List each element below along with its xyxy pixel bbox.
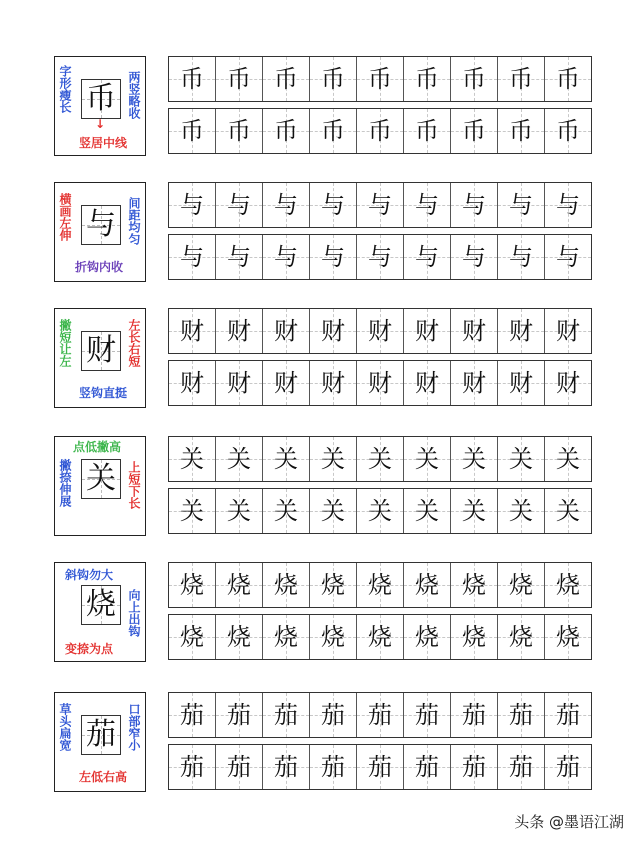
- grid-cell: 币: [451, 109, 498, 153]
- grid-cell: 关: [216, 437, 263, 481]
- grid-cell: 关: [498, 489, 545, 533]
- practice-row: [168, 488, 592, 534]
- note-bottom: 竖钩直挺: [79, 386, 128, 400]
- grid-cell: 茄: [404, 693, 451, 737]
- grid-cell: 烧: [451, 615, 498, 659]
- grid-cell: 财: [545, 309, 591, 353]
- grid-cell: 财: [451, 361, 498, 405]
- grid-cell: 关: [169, 437, 216, 481]
- grid-cell: 茄: [545, 745, 591, 789]
- grid-cell: 关: [169, 489, 216, 533]
- grid-cell: 茄: [498, 693, 545, 737]
- grid-cell: 币: [451, 57, 498, 101]
- grid-cell: 关: [216, 489, 263, 533]
- grid-cell: 茄: [451, 693, 498, 737]
- grid-cell: 与: [451, 235, 498, 279]
- grid-cell: 财: [216, 361, 263, 405]
- note-left: 横画左伸: [58, 193, 72, 241]
- grid-cell: 与: [404, 235, 451, 279]
- grid-cell: 关: [357, 489, 404, 533]
- grid-cell: 关: [404, 437, 451, 481]
- model-character: 烧: [86, 587, 116, 622]
- grid-cell: 财: [498, 309, 545, 353]
- grid-cell: 与: [498, 235, 545, 279]
- model-character: 财: [86, 333, 116, 368]
- grid-cell: 关: [357, 437, 404, 481]
- grid-cell: 财: [169, 361, 216, 405]
- grid-cell: 关: [263, 489, 310, 533]
- annotation-card: [54, 692, 146, 792]
- grid-cell: 币: [216, 57, 263, 101]
- practice-row: [168, 744, 592, 790]
- grid-cell: 茄: [545, 693, 591, 737]
- practice-row: [168, 182, 592, 228]
- grid-cell: 烧: [310, 615, 357, 659]
- watermark-text: 头条 @墨语江湖: [514, 813, 624, 831]
- practice-block-2: [0, 182, 640, 288]
- practice-row: [168, 56, 592, 102]
- grid-cell: 茄: [357, 745, 404, 789]
- grid-cell: 与: [263, 183, 310, 227]
- grid-cell: 烧: [357, 563, 404, 607]
- note-right: 向上出钩: [127, 589, 141, 637]
- practice-row: [168, 360, 592, 406]
- grid-cell: 烧: [545, 615, 591, 659]
- practice-row: [168, 692, 592, 738]
- grid-cell: 财: [404, 361, 451, 405]
- grid-cell: 与: [357, 235, 404, 279]
- practice-row: [168, 614, 592, 660]
- grid-cell: 币: [404, 109, 451, 153]
- grid-cell: 茄: [357, 693, 404, 737]
- annotation-card: [54, 436, 146, 536]
- arrow-icon: ↓: [95, 117, 106, 131]
- grid-cell: 关: [263, 437, 310, 481]
- grid-cell: 茄: [498, 745, 545, 789]
- grid-cell: 币: [310, 57, 357, 101]
- grid-cell: 币: [263, 109, 310, 153]
- note-right: 间距均匀: [127, 197, 141, 245]
- grid-cell: 财: [216, 309, 263, 353]
- grid-cell: 茄: [216, 745, 263, 789]
- note-bottom: 竖居中线: [79, 136, 128, 150]
- grid-cell: 茄: [263, 745, 310, 789]
- grid-cell: 与: [216, 183, 263, 227]
- grid-cell: 茄: [404, 745, 451, 789]
- model-character: 与: [86, 207, 116, 242]
- grid-cell: 烧: [404, 615, 451, 659]
- grid-cell: 关: [545, 489, 591, 533]
- grid-cell: 财: [545, 361, 591, 405]
- grid-cell: 关: [451, 437, 498, 481]
- grid-cell: 烧: [357, 615, 404, 659]
- practice-row: [168, 436, 592, 482]
- grid-cell: 烧: [216, 563, 263, 607]
- grid-cell: 币: [498, 57, 545, 101]
- grid-cell: 币: [498, 109, 545, 153]
- grid-cell: 关: [498, 437, 545, 481]
- practice-row: [168, 234, 592, 280]
- note-right: 两竖略收: [127, 71, 141, 119]
- annotation-card: [54, 562, 146, 662]
- grid-cell: 烧: [451, 563, 498, 607]
- grid-cell: 茄: [310, 693, 357, 737]
- practice-block-6: [0, 692, 640, 798]
- grid-cell: 烧: [263, 563, 310, 607]
- grid-cell: 关: [404, 489, 451, 533]
- grid-cell: 币: [310, 109, 357, 153]
- note-bottom: 左低右高: [79, 770, 128, 784]
- grid-cell: 关: [310, 489, 357, 533]
- grid-cell: 与: [263, 235, 310, 279]
- note-top: 斜钩勿大: [65, 568, 114, 582]
- grid-cell: 与: [216, 235, 263, 279]
- grid-cell: 与: [310, 235, 357, 279]
- grid-cell: 财: [498, 361, 545, 405]
- note-left: 草头扁宽: [58, 703, 72, 751]
- grid-cell: 烧: [216, 615, 263, 659]
- practice-block-3: [0, 308, 640, 414]
- note-right: 左长右短: [127, 319, 141, 367]
- practice-row: [168, 562, 592, 608]
- grid-cell: 茄: [451, 745, 498, 789]
- note-left: 字形瘦长: [58, 65, 72, 113]
- annotation-card: [54, 182, 146, 282]
- grid-cell: 币: [169, 109, 216, 153]
- grid-cell: 烧: [404, 563, 451, 607]
- practice-row: [168, 108, 592, 154]
- grid-cell: 茄: [263, 693, 310, 737]
- grid-cell: 与: [451, 183, 498, 227]
- note-right: 口部窄小: [127, 703, 141, 751]
- grid-cell: 关: [451, 489, 498, 533]
- grid-cell: 财: [357, 361, 404, 405]
- grid-cell: 烧: [169, 615, 216, 659]
- grid-cell: 币: [404, 57, 451, 101]
- practice-row: [168, 308, 592, 354]
- grid-cell: 币: [545, 57, 591, 101]
- grid-cell: 币: [357, 109, 404, 153]
- grid-cell: 财: [310, 361, 357, 405]
- grid-cell: 财: [451, 309, 498, 353]
- grid-cell: 茄: [169, 693, 216, 737]
- grid-cell: 烧: [545, 563, 591, 607]
- grid-cell: 茄: [169, 745, 216, 789]
- grid-cell: 与: [169, 235, 216, 279]
- grid-cell: 烧: [498, 615, 545, 659]
- grid-cell: 与: [545, 235, 591, 279]
- model-character: 茄: [86, 717, 116, 752]
- grid-cell: 与: [545, 183, 591, 227]
- grid-cell: 与: [498, 183, 545, 227]
- grid-cell: 关: [310, 437, 357, 481]
- practice-block-4: [0, 436, 640, 542]
- grid-cell: 币: [216, 109, 263, 153]
- grid-cell: 关: [545, 437, 591, 481]
- grid-cell: 烧: [263, 615, 310, 659]
- note-left: 撇捺伸展: [58, 459, 72, 507]
- annotation-card: [54, 56, 146, 156]
- grid-cell: 币: [263, 57, 310, 101]
- practice-block-1: [0, 56, 640, 162]
- grid-cell: 与: [169, 183, 216, 227]
- grid-cell: 烧: [498, 563, 545, 607]
- grid-cell: 与: [310, 183, 357, 227]
- grid-cell: 币: [545, 109, 591, 153]
- grid-cell: 财: [404, 309, 451, 353]
- grid-cell: 财: [263, 309, 310, 353]
- grid-cell: 茄: [216, 693, 263, 737]
- model-character: 关: [86, 461, 116, 496]
- note-top: 点低撇高: [73, 440, 122, 454]
- note-left: 撇短让左: [58, 319, 72, 367]
- practice-block-5: [0, 562, 640, 668]
- note-bottom: 折钩内收: [75, 260, 124, 274]
- grid-cell: 财: [169, 309, 216, 353]
- model-character: 币: [86, 81, 116, 116]
- grid-cell: 与: [404, 183, 451, 227]
- grid-cell: 币: [357, 57, 404, 101]
- grid-cell: 财: [357, 309, 404, 353]
- grid-cell: 财: [263, 361, 310, 405]
- grid-cell: 与: [357, 183, 404, 227]
- grid-cell: 茄: [310, 745, 357, 789]
- note-right: 上短下长: [127, 461, 141, 509]
- note-bottom: 变捺为点: [65, 642, 114, 656]
- grid-cell: 财: [310, 309, 357, 353]
- annotation-card: [54, 308, 146, 408]
- grid-cell: 币: [169, 57, 216, 101]
- grid-cell: 烧: [169, 563, 216, 607]
- grid-cell: 烧: [310, 563, 357, 607]
